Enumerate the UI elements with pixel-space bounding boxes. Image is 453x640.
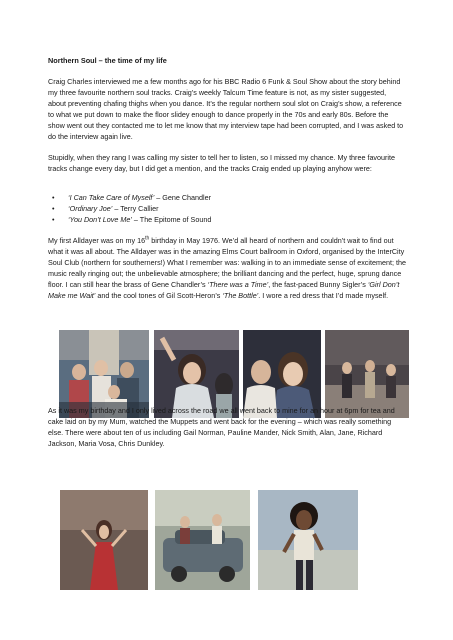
- song-title: ‘Girl Don’t Make me Wait’: [48, 280, 400, 301]
- paragraph-3-text: and the cool tones of Gil Scott-Heron’s: [95, 291, 223, 301]
- ordinal-suffix: th: [145, 235, 150, 242]
- paragraph-2: Stupidly, when they rang I was calling my sister to tell her to listen, so I missed my chance. My three favourite tracks change every day, but I did get a mention, and the tracks Craig ended up playing anyhow were:: [48, 153, 396, 174]
- photo-birthday-girl: [60, 490, 148, 590]
- paragraph-3-text: , the fast-paced Bunny Sigler’s: [268, 280, 368, 290]
- track-title: ‘You Don’t Love Me’: [68, 215, 132, 225]
- article-title: Northern Soul – the time of my life: [48, 56, 167, 65]
- track-title: ‘I Can Take Care of Myself’: [68, 193, 155, 202]
- paragraph-3-text: birthday in May 1976. We’d all heard of northern and couldn’t wait to find out what it was all about. The Alldayer was in the amazing Elms Court ballroom in Oxford, organised by the InterCity Soul Club (northern for southerners!) What I remember was: walking in to an immediate sense of excitement; the music really ringing out; the unbelievable atmosphere; the brilliant dancing and the perfect, huge, sprung dance floor. I can still hear the brass of Gene Chandler’s: [48, 236, 406, 290]
- paragraph-3-text: . I wore a red dress that I’d made myself.: [258, 291, 389, 301]
- paragraph-3: [48, 235, 406, 302]
- track-item: [52, 203, 211, 214]
- track-item: [52, 192, 211, 203]
- track-item: [52, 214, 211, 225]
- song-title: ‘The Bottle’: [222, 291, 259, 301]
- track-artist: – The Epitome of Sound: [131, 215, 212, 225]
- song-title: ‘There was a Time’: [207, 280, 269, 290]
- favourite-tracks-list: [52, 192, 211, 225]
- track-title: ‘Ordinary Joe’: [68, 204, 113, 214]
- photo-afro-portrait: [258, 490, 358, 590]
- paragraph-3-text: My first Alldayer was on my 16: [48, 236, 146, 245]
- photo-family-car: [155, 490, 250, 590]
- track-artist: – Gene Chandler: [154, 193, 212, 202]
- paragraph-1: Craig Charles interviewed me a few months ago for his BBC Radio 6 Funk & Soul Show about the story behind my three favourite northern soul tracks. Craig’s weekly Talcum Time feature is not, as my sister suggested, about preventing chafing thighs when you dance. It’s the regular northern soul slot on Craig’s show, a reference to what we put down to make the floor slidey enough to dance properly in the 70s and early 80s. Before the show went out they contacted me to let me know that my interview tape had been corrupted, and I was asked to do the interview again live.: [48, 77, 404, 142]
- track-artist: – Terry Callier: [112, 204, 159, 214]
- paragraph-4: As it was my birthday and I only lived across the road we all went back to mine for an hour at 6pm for tea and cake laid on by my Mum, watched the Muppets and went back for the evening – which was really something else. There were about ten of us including Gail Norman, Pauline Mander, Nick Smith, Alan, Jane, Richard Jackson, Maria Vosa, Chris Dunkley.: [48, 406, 395, 449]
